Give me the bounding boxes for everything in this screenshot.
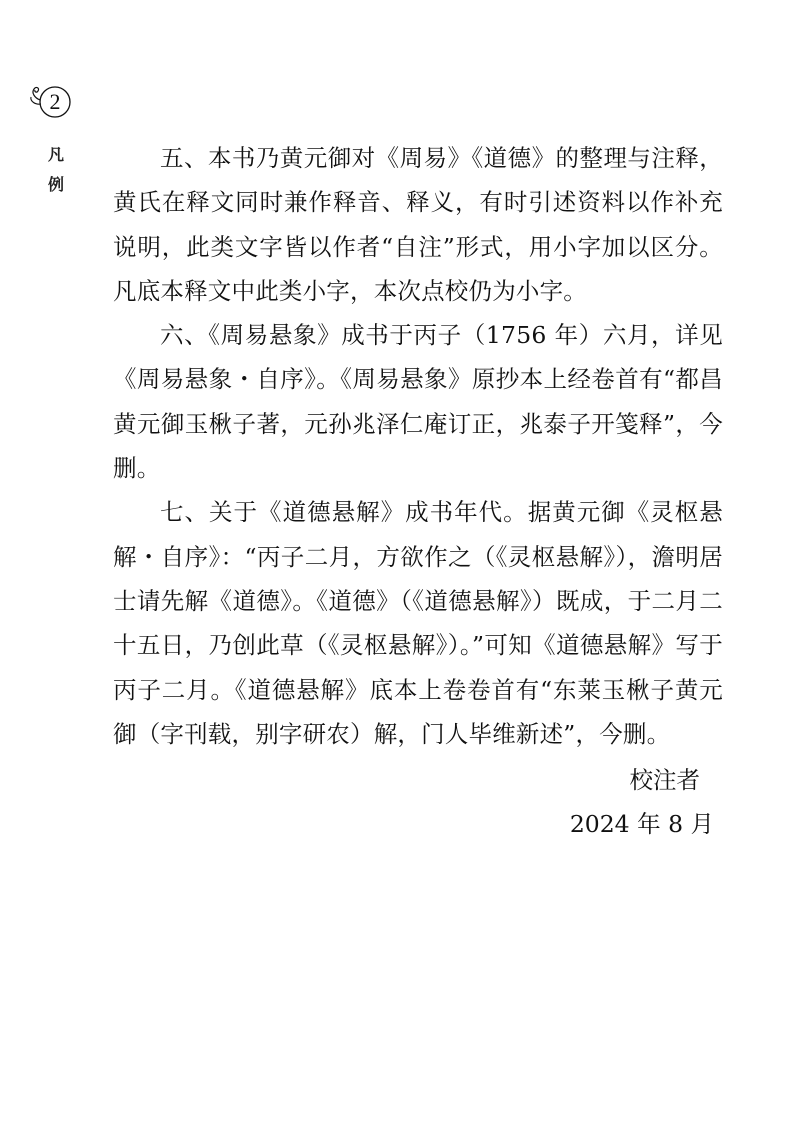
- page-number-badge: [26, 80, 74, 126]
- body-text: [113, 136, 723, 756]
- signature: [570, 758, 714, 846]
- signature-author: 校注者: [629, 766, 700, 794]
- paragraph-5: 五、本书乃黄元御对《周易》《道德》的整理与注释，黄氏在释文同时兼作释音、释义，有时引述资料以作补充说明，此类文字皆以作者“自注”形式，用小字加以区分。凡底本释文中此类小字，本次点校仍为小字。: [113, 144, 723, 305]
- paragraph-7: 七、关于《道德悬解》成书年代。据黄元御《灵枢悬解・自序》：“丙子二月，方欲作之（《灵枢悬解》），澹明居士请先解《道德》。《道德》（《道德悬解》）既成，于二月二十五日，乃创此草（《灵枢悬解》）。”可知《道德悬解》写于丙子二月。《道德悬解》底本上卷卷首有“东莱玉楸子黄元御（字刊载，别字研农）解，门人毕维新述”，今删。: [113, 498, 723, 748]
- section-label: [44, 140, 68, 200]
- section-label-char: 例: [47, 175, 64, 194]
- page-number: 2: [49, 89, 61, 114]
- section-label-char: 凡: [47, 145, 64, 164]
- paragraph-6: 六、《周易悬象》成书于丙子（1756 年）六月，详见《周易悬象・自序》。《周易悬象》原抄本上经卷首有“都昌黄元御玉楸子著，元孙兆泽仁庵订正，兆泰子开笺释”，今删。: [113, 321, 723, 483]
- signature-date: 2024 年 8 月: [569, 810, 714, 838]
